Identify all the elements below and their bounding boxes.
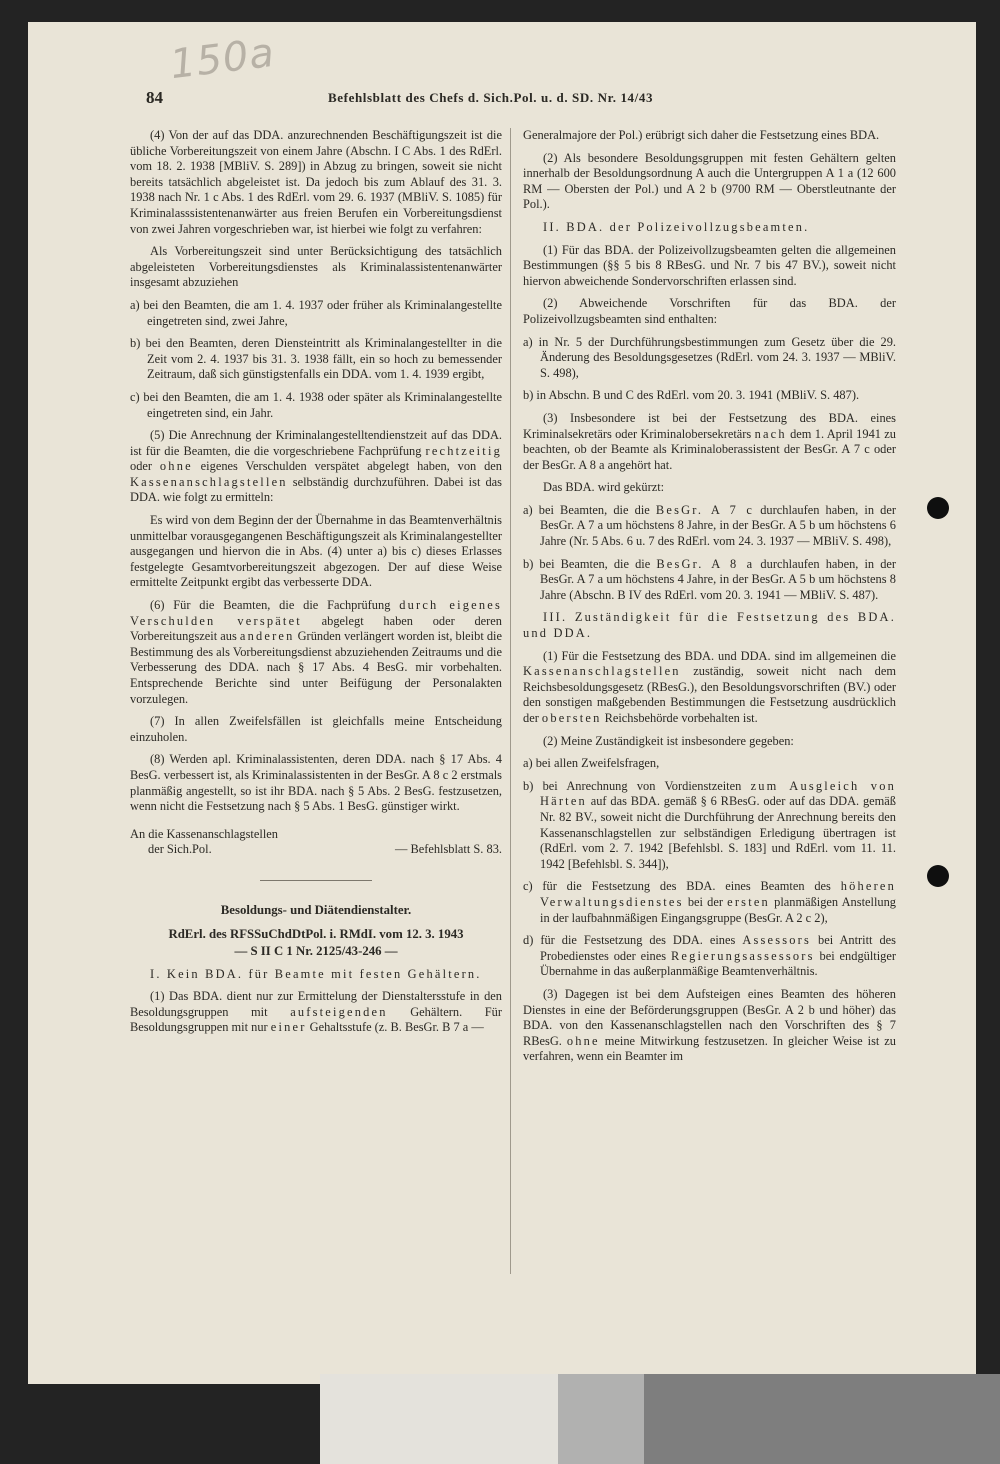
running-header: Befehlsblatt des Chefs d. Sich.Pol. u. d. SD. Nr. 14/43 bbox=[328, 90, 654, 105]
list-item-4c: c) bei den Beamten, die am 1. 4. 1938 oder später als Kriminalangestellte eingetreten sind, ein Jahr. bbox=[130, 389, 502, 420]
section-II-paragraph-3: (3) Insbesondere ist bei der Festsetzung des BDA. eines Kriminalsekretärs oder Kriminalobersekretärs nach dem 1. April 1941 zu beachten, ob der Beamte als Kriminaloberassistent der BesGr. A 7 c oder der BesGr. A 8 a angehört hat. bbox=[523, 410, 896, 472]
addressee-block bbox=[130, 827, 502, 858]
list-item-II-a: a) in Nr. 5 der Durchführungsbestimmungen zum Gesetz über die 29. Änderung des Besoldungsgesetzes (RdErl. vom 24. 3. 1937 — MBliV. S. 498), bbox=[523, 334, 896, 380]
column-divider bbox=[510, 128, 511, 1274]
list-item-4b: b) bei den Beamten, deren Diensteintritt als Kriminalangestellter in die Zeit vom 2. 4. 1937 bis 31. 3. 1938 fällt, ein so hoch zu bemessender Zeitraum, daß sich günstigstenfalls ein DDA. vom 1. 4. 1939 ergibt, bbox=[130, 336, 502, 382]
decree-reference: RdErl. des RFSSuChdDtPol. i. RMdI. vom 12. 3. 1943 — S II C 1 Nr. 2125/43-246 — bbox=[168, 926, 464, 958]
right-column bbox=[523, 128, 896, 1072]
list-item-4a: a) bei den Beamten, die am 1. 4. 1937 oder früher als Kriminalangestellte eingetreten sind, zwei Jahre, bbox=[130, 297, 502, 328]
list-item-III-c: c) für die Festsetzung des BDA. eines Beamten des höheren Verwaltungsdienstes bei der ersten planmäßigen Anstellung in der laufbahnmäßigen Eingangsgruppe (BesGr. A 2 c 2), bbox=[523, 879, 896, 925]
punch-hole-lower bbox=[927, 865, 949, 887]
list-item-reduction-b: b) bei Beamten, die die BesGr. A 8 a durchlaufen haben, in der BesGr. A 7 a um höchstens 4 Jahre, in der BesGr. A 5 b um höchstens 8 Jahre (Abschn. B IV des RdErl. vom 20. 3. 1941 — MBliV. S. 487). bbox=[523, 556, 897, 602]
list-item-II-b: b) in Abschn. B und C des RdErl. vom 20. 3. 1941 (MBliV. S. 487). bbox=[523, 388, 860, 403]
list-item-III-b: b) bei Anrechnung von Vordienstzeiten zum Ausgleich von Härten auf das BDA. gemäß § 6 RBesG. oder auf das DDA. gemäß Nr. 82 BV., soweit nicht die Durchführung der Anrechnung bereits den Kassenanschlagstellen zur selbständigen Erledigung übertragen ist (RdErl. vom 2. 7. 1942 [Befehlsbl. S. 183] und RdErl. vom 11. 11. 1942 [Befehlsbl. S. 344]), bbox=[523, 778, 896, 871]
paragraph-6: (6) Für die Beamten, die die Fachprüfung durch eigenes Verschulden verspätet abgelegt haben oder deren Vorbereitungszeit aus anderen Gründen verlängert worden ist, bleibt die Bestimmung des als Vorbereitungsdienst abzuziehenden Zeitraums und die Verbesserung des DDA. nach § 17 Abs. 4 BesG. mir vorbehalten. Entsprechende Berichte sind unter Beifügung der Personalakten vorzulegen. bbox=[130, 598, 502, 706]
reduction-intro: Das BDA. wird gekürzt: bbox=[543, 480, 665, 495]
section-I-paragraph-1: (1) Das BDA. dient nur zur Ermittelung der Dienstaltersstufe in den Besoldungsgruppen mit aufsteigenden Gehältern. Für Besoldungsgruppen mit nur einer Gehaltsstufe (z. B. BesGr. B 7 a — bbox=[130, 989, 502, 1035]
section-II-paragraph-1: (1) Für das BDA. der Polizeivollzugsbeamten gelten die allgemeinen Bestimmungen (§§ 5 bis 8 RBesG. und Nr. 7 bis 47 BV.), soweit nicht hiervon abweichende Sondervorschriften erlassen sind. bbox=[523, 242, 896, 288]
section-I-paragraph-2: (2) Als besondere Besoldungsgruppen mit festen Gehältern gelten innerhalb der Besoldungsordnung A auch die Untergruppen A 1 a (12 600 RM — Obersten der Pol.) und A 2 b (9700 RM — Oberstleutnante der Pol.). bbox=[523, 150, 896, 212]
paragraph-8: (8) Werden apl. Kriminalassistenten, deren DDA. nach § 17 Abs. 4 BesG. verbessert ist, als Kriminalassistenten in der BesGr. A 8 c 2 erstmals planmäßig angestellt, so ist ihr BDA. nach § 5 Abs. 2 BesG. festzusetzen, wenn nicht die Festsetzung nach § 5 Abs. 1 BesG. günstiger wirkt. bbox=[130, 752, 502, 814]
calibration-swatch-light-gray bbox=[558, 1374, 644, 1464]
section-divider bbox=[260, 880, 372, 881]
punch-hole-upper bbox=[927, 497, 949, 519]
page-number: 84 bbox=[146, 88, 163, 107]
paragraph-5-continued: Es wird von dem Beginn der der Übernahme in das Beamtenverhältnis unmittelbar vorausgegangenen Beschäftigungszeit als Kriminalangestellter ausgegangen und hiervon die in Abs. (4) unter a) bis c) dieses Erlasses festgelegte Gesamtvorbereitungszeit abgezogen. Der auf diese Weise ermittelte Zeitpunkt ergibt das verbesserte DDA. bbox=[130, 513, 502, 590]
section-II-paragraph-2: (2) Abweichende Vorschriften für das BDA. der Polizeivollzugsbeamten sind enthalten: bbox=[523, 296, 896, 326]
section-III-heading: III. Zuständigkeit für die Festsetzung des BDA. und DDA. bbox=[523, 610, 896, 641]
list-item-III-d: d) für die Festsetzung des DDA. eines Assessors bei Antritt des Probedienstes oder eines Regierungsassessors bei endgültiger Übernahme in das außerplanmäßige Beamtenverhältnis. bbox=[523, 933, 896, 979]
calibration-swatch-gray bbox=[644, 1374, 1000, 1464]
section-III-paragraph-1: (1) Für die Festsetzung des BDA. und DDA. sind im allgemeinen die Kassenanschlagstellen zuständig, soweit nicht nach dem Reichsbesoldungsgesetz (RBesG.), den Besoldungsvorschriften (BV.) oder den sonstigen maßgebenden Bestimmungen die Festsetzung ausdrücklich der obersten Reichsbehörde vorbehalten ist. bbox=[523, 648, 896, 725]
source-reference: — Befehlsblatt S. 83. bbox=[394, 842, 502, 857]
list-item-reduction-a: a) bei Beamten, die die BesGr. A 7 c durchlaufen haben, in der BesGr. A 7 a um höchstens 8 Jahre, in der BesGr. A 5 b um höchstens 6 Jahre (Nr. 5 Abs. 6 u. 7 des RdErl. vom 24. 3. 1937 — MBliV. S. 498), bbox=[523, 502, 896, 549]
list-item-III-a: a) bei allen Zweifelsfragen, bbox=[523, 756, 660, 771]
addressee-line-1: An die Kassenanschlagstellen bbox=[130, 826, 278, 841]
paragraph-4-continued: Als Vorbereitungszeit sind unter Berücksichtigung des tatsächlich abgeleisteten Vorbereitungsdienstes als Kriminalassistentenanwärter insgesamt abzuziehen bbox=[130, 244, 502, 290]
section-I-heading: I. Kein BDA. für Beamte mit festen Gehältern. bbox=[150, 966, 482, 981]
paragraph-5: (5) Die Anrechnung der Kriminalangestelltendienstzeit auf das DDA. ist für die Beamten, die die vorgeschriebene Fachprüfung rechtzeitig oder ohne eigenes Verschulden verspätet abgelegt haben, von den Kassenanschlagstellen selbständig durchzuführen. Dabei ist das DDA. wie folgt zu ermitteln: bbox=[130, 428, 502, 505]
addressee-line-2: der Sich.Pol. bbox=[148, 842, 212, 857]
section-III-paragraph-3: (3) Dagegen ist bei dem Aufsteigen eines Beamten des höheren Dienstes in eine der Beförderungsgruppen (BesGr. A 2 b und höher) das BDA. von den Kassenanschlagstellen nach den Vorschriften des § 7 RBesG. ohne meine Mitwirkung festzusetzen. In gleicher Weise ist zu verfahren, wenn ein Beamter im bbox=[523, 986, 897, 1064]
paragraph-7: (7) In allen Zweifelsfällen ist gleichfalls meine Entscheidung einzuholen. bbox=[130, 714, 502, 744]
handwritten-page-annotation: 150a bbox=[167, 29, 278, 89]
section-I-paragraph-1-continued: Generalmajore der Pol.) erübrigt sich daher die Festsetzung eines BDA. bbox=[523, 128, 880, 142]
section-II-heading: II. BDA. der Polizeivollzugsbeamten. bbox=[543, 219, 810, 234]
section-III-paragraph-2: (2) Meine Zuständigkeit ist insbesondere gegeben: bbox=[543, 733, 794, 748]
section-title: Besoldungs- und Diätendienstalter. bbox=[220, 902, 412, 917]
left-column bbox=[130, 128, 502, 1043]
calibration-swatch-white bbox=[320, 1374, 558, 1464]
paragraph-4: (4) Von der auf das DDA. anzurechnenden Beschäftigungszeit ist die übliche Vorbereitungszeit von einem Jahre (Abschn. I C Abs. 1 des RdErl. vom 18. 2. 1938 [MBliV. S. 289]) in Abzug zu bringen, soweit sie nicht bereits tatsächlich abgeleistet ist. Da jedoch bis zum Ablauf des 31. 3. 1938 nach Nr. 1 c Abs. 1 des RdErl. vom 29. 6. 1937 (MBliV. S. 1085) für Kriminalasssistentenanwärter aus freien Berufen ein Vorbereitungsdienst von zwei Jahren vorgeschrieben war, ist hierbei wie folgt zu verfahren: bbox=[130, 128, 502, 236]
